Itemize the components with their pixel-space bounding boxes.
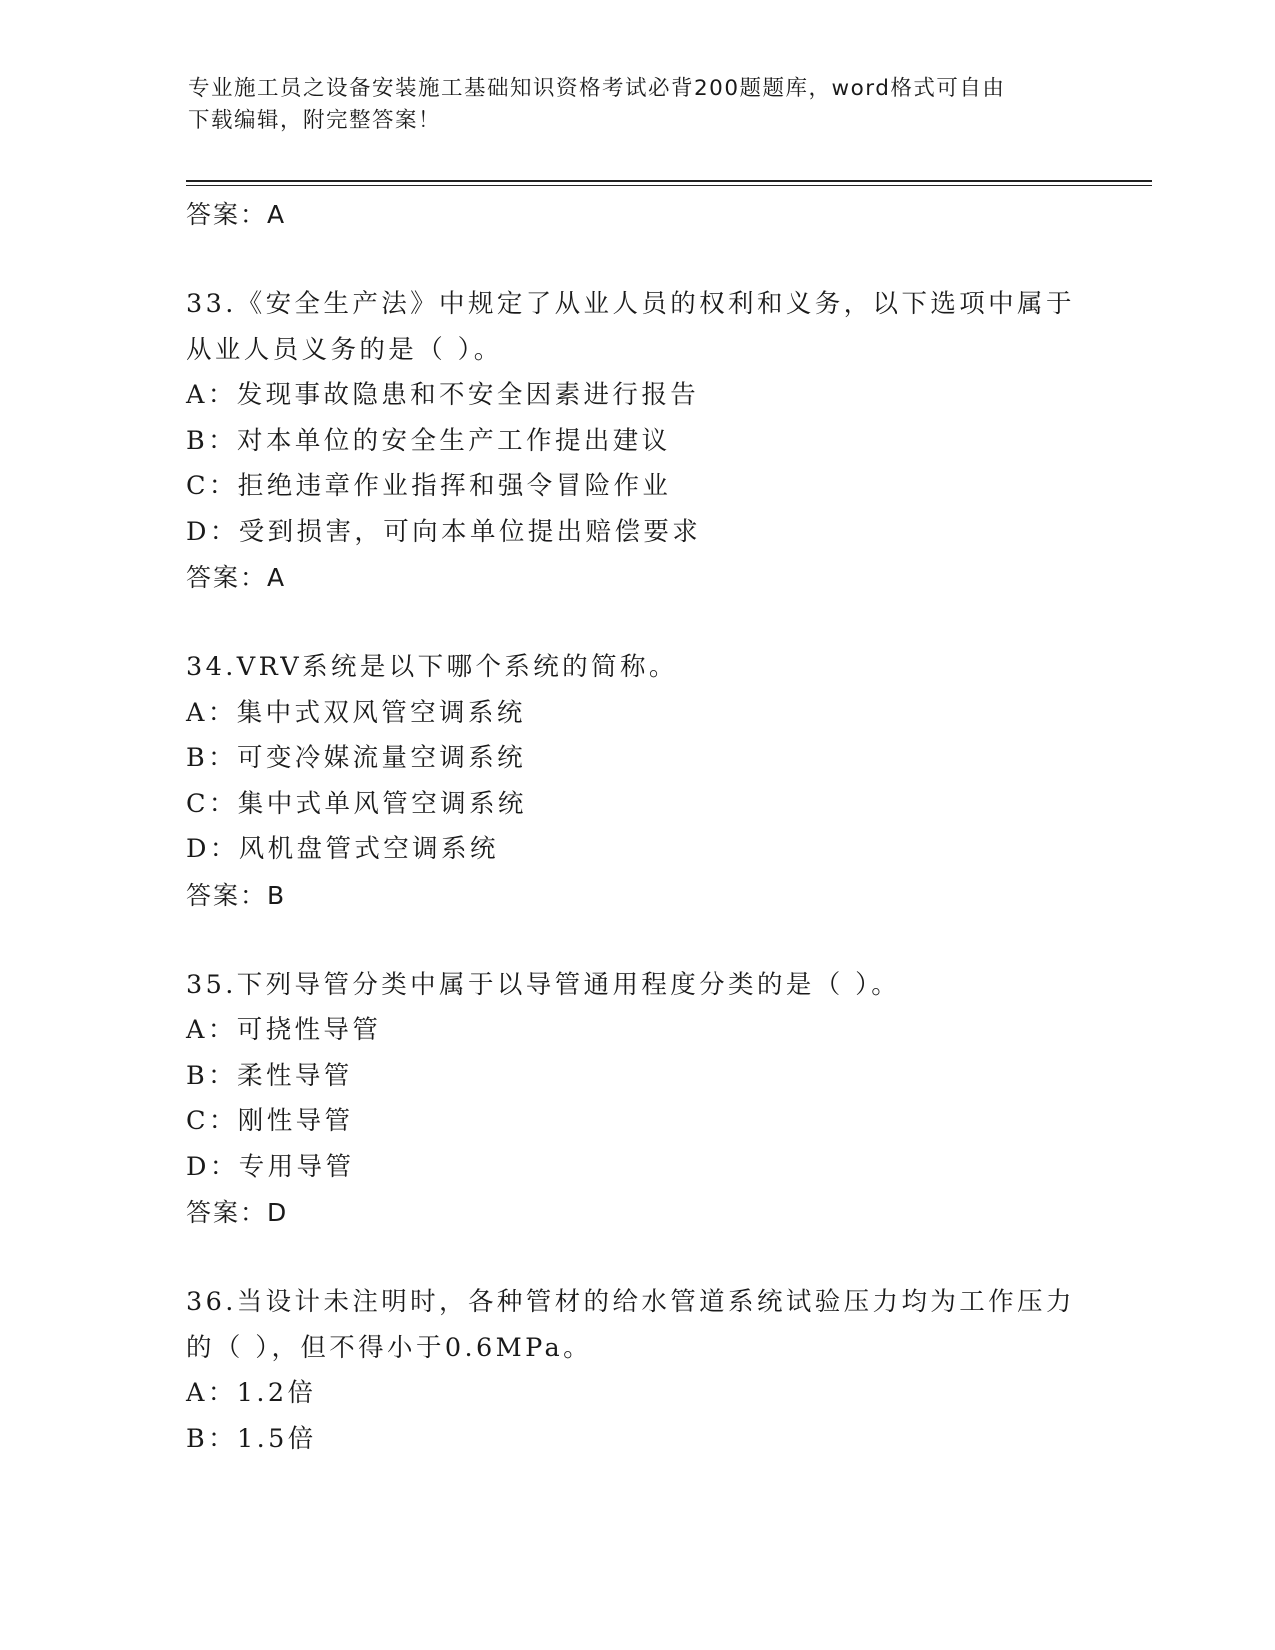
option-c: C：刚性导管 <box>186 1106 354 1136</box>
option-a: A：1.2倍 <box>186 1378 317 1408</box>
answer-label: 答案：A <box>186 563 287 592</box>
document-header <box>188 73 1068 137</box>
question-block <box>186 282 1086 600</box>
question-text: 34.VRV系统是以下哪个系统的简称。 <box>186 652 678 682</box>
option-a: A：集中式双风管空调系统 <box>186 697 526 728</box>
header-rule-thick <box>186 180 1152 182</box>
question-text: 33.《安全生产法》中规定了从业人员的权利和义务，以下选项中属于 <box>186 289 1075 319</box>
option-d: D：风机盘管式空调系统 <box>186 834 499 864</box>
question-text: 36.当设计未注明时，各种管材的给水管道系统试验压力均为工作压力 <box>186 1287 1075 1317</box>
answer-label: 答案：D <box>186 1198 289 1227</box>
option-b: B：对本单位的安全生产工作提出建议 <box>186 425 671 456</box>
question-text: 从业人员义务的是（ ）。 <box>186 334 503 365</box>
option-c: C：集中式单风管空调系统 <box>186 788 527 819</box>
header-line-1: 专业施工员之设备安装施工基础知识资格考试必背200题题库，word格式可自由 <box>188 76 1006 101</box>
question-text: 35.下列导管分类中属于以导管通用程度分类的是（ ）。 <box>186 969 901 1000</box>
option-a: A：可挠性导管 <box>186 1015 382 1045</box>
question-block <box>186 1280 1086 1462</box>
question-list <box>186 192 1086 1462</box>
option-a: A：发现事故隐患和不安全因素进行报告 <box>186 380 700 410</box>
option-b: B：柔性导管 <box>186 1060 353 1091</box>
question-block <box>186 645 1086 918</box>
question-text: 的（ ），但不得小于0.6MPa。 <box>186 1332 593 1363</box>
option-d: D：受到损害，可向本单位提出赔偿要求 <box>186 516 702 547</box>
option-b: B：可变冷媒流量空调系统 <box>186 743 527 773</box>
option-d: D：专用导管 <box>186 1151 355 1182</box>
question-block <box>186 963 1086 1236</box>
answer-label: 答案：A <box>186 200 287 229</box>
option-b: B：1.5倍 <box>186 1423 317 1454</box>
answer-label: 答案：B <box>186 880 287 910</box>
option-c: C：拒绝违章作业指挥和强令冒险作业 <box>186 471 672 501</box>
header-rule-thin <box>186 185 1152 186</box>
header-line-2: 下载编辑，附完整答案！ <box>188 108 442 133</box>
